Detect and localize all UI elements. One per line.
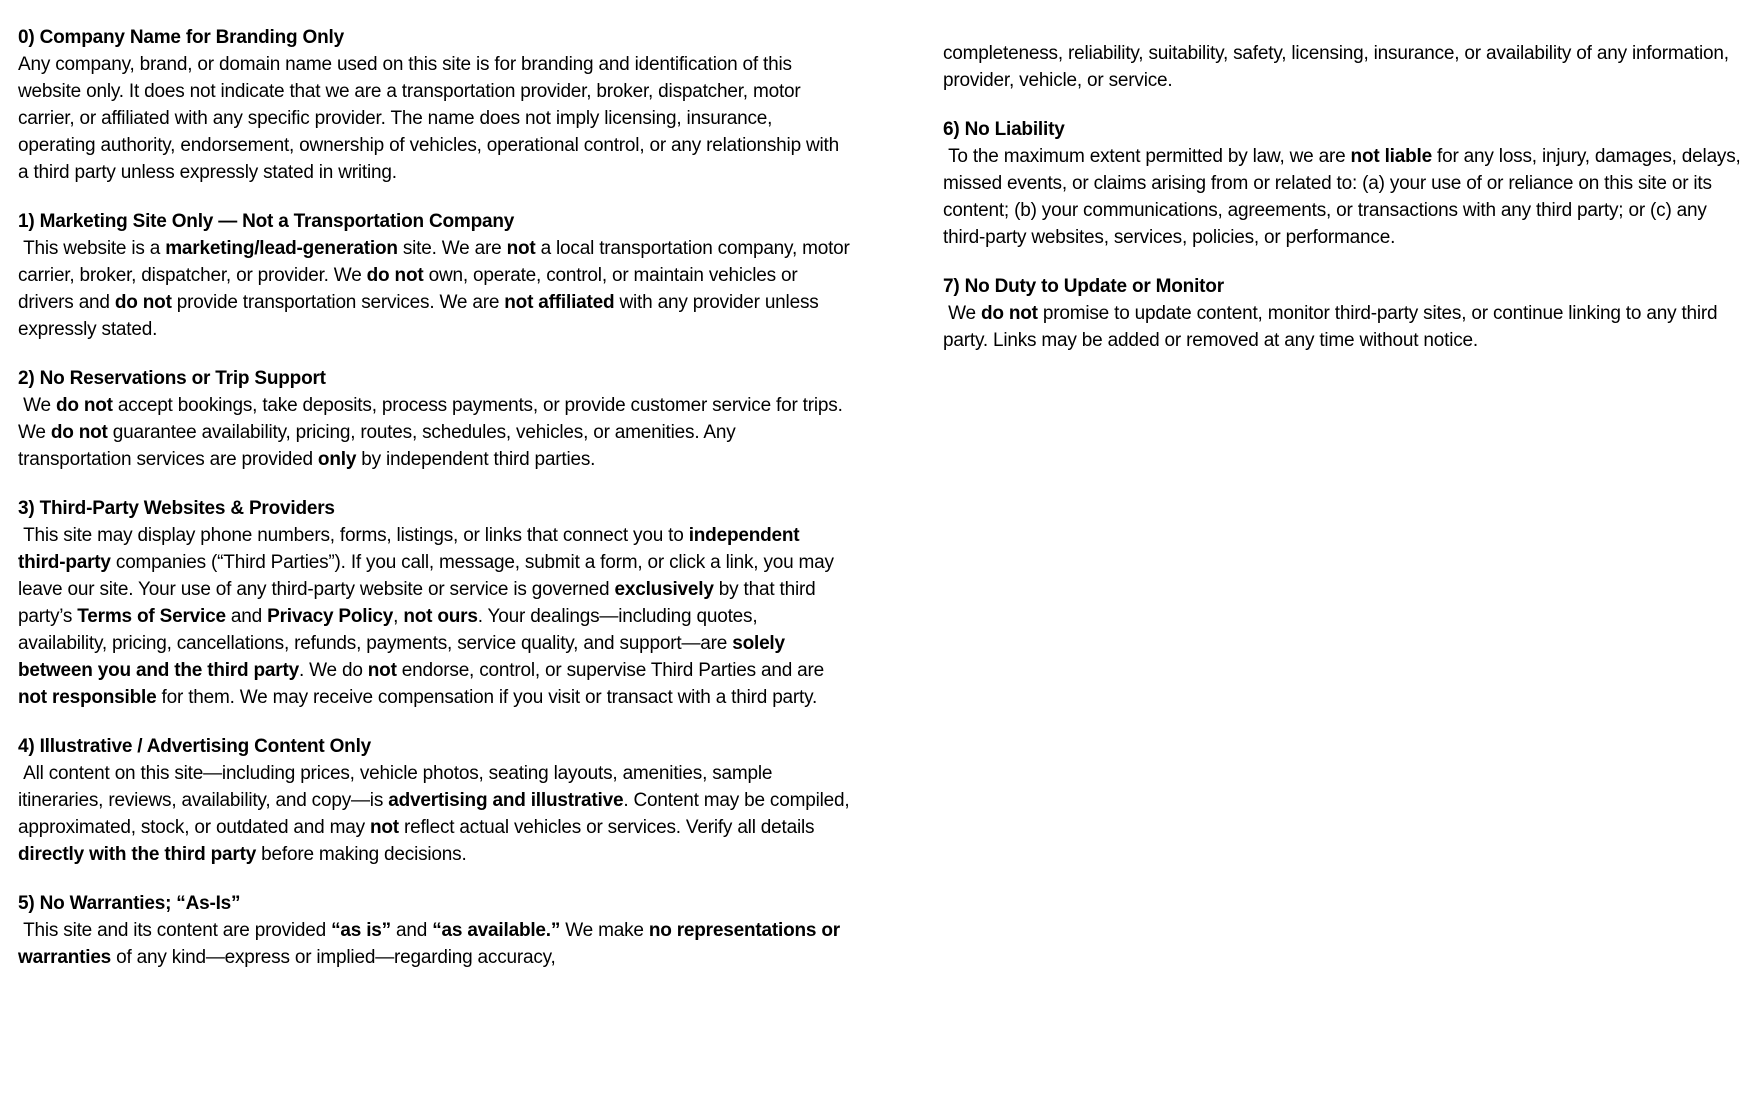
section-heading: 1) Marketing Site Only — Not a Transportation Company <box>18 211 515 232</box>
body-text: endorse, control, or supervise Third Parties and are <box>396 660 830 681</box>
bold-text: solely between you and the third party <box>18 633 790 681</box>
body-text: by that third party’s <box>18 579 821 627</box>
bold-text: independent third-party <box>18 525 805 573</box>
bold-text: directly with the third party <box>18 844 257 865</box>
body-text: All content on this site—including prices, vehicle photos, seating layouts, amenities, sample itineraries, reviews, availability, and copy—is <box>18 763 778 811</box>
disclaimer-section <box>943 273 1743 354</box>
section-body <box>18 51 851 186</box>
section-body <box>18 392 851 473</box>
disclaimer-section <box>18 890 851 971</box>
bold-text: not <box>506 238 536 259</box>
section-body <box>18 760 855 868</box>
body-text: . Your dealings—including quotes, availability, pricing, cancellations, refunds, payments, service quality, and support—are <box>18 606 763 654</box>
body-text: We <box>18 395 56 416</box>
section-body <box>18 235 855 343</box>
disclaimer-section <box>18 495 851 711</box>
bold-text: only <box>317 449 357 470</box>
bold-text: do not <box>50 422 108 443</box>
bold-text: do not <box>980 303 1038 324</box>
body-text: promise to update content, monitor third-party sites, or continue linking to any third party. Links may be added or removed at any time without notice. <box>943 303 1723 351</box>
section-body <box>943 143 1746 251</box>
disclaimer-section <box>943 40 1743 94</box>
bold-text: not affiliated <box>504 292 615 313</box>
bold-text: Privacy Policy <box>267 606 394 627</box>
body-text: with any provider unless expressly stated. <box>18 292 824 340</box>
left-column <box>18 24 855 993</box>
body-text: accept bookings, take deposits, process payments, or provide customer service for trips. We <box>18 395 848 443</box>
disclaimer-section <box>18 208 855 343</box>
bold-text: exclusively <box>614 579 714 600</box>
right-column <box>943 40 1746 376</box>
body-text: and <box>390 920 433 941</box>
section-body <box>943 300 1743 354</box>
bold-text: marketing/lead-generation <box>165 238 398 259</box>
body-text: To the maximum extent permitted by law, we are <box>943 146 1351 167</box>
body-text: companies (“Third Parties”). If you call, message, submit a form, or click a link, you may leave our site. Your use of any third-party website or service is governed <box>18 552 839 600</box>
bold-text: do not <box>114 292 172 313</box>
bold-text: not <box>367 660 397 681</box>
body-text: for any loss, injury, damages, delays, missed events, or claims arising from or related to: (a) your use of or reliance on this site or its content; (b) your communications, agreements, or transactions with any third party; or (c) any third-party websites, services, policies, or performance. <box>943 146 1746 248</box>
section-body <box>18 522 851 711</box>
body-text: reflect actual vehicles or services. Verify all details <box>398 817 820 838</box>
bold-text: do not <box>55 395 113 416</box>
section-heading: 5) No Warranties; “As-Is” <box>18 893 241 914</box>
body-text: This site and its content are provided <box>18 920 332 941</box>
body-text: before making decisions. <box>256 844 467 865</box>
body-text: by independent third parties. <box>356 449 596 470</box>
section-heading: 7) No Duty to Update or Monitor <box>943 276 1224 297</box>
section-heading: 0) Company Name for Branding Only <box>18 27 344 48</box>
section-heading: 4) Illustrative / Advertising Content Only <box>18 736 372 757</box>
section-body <box>18 917 851 971</box>
bold-text: “as is” <box>331 920 391 941</box>
body-text: own, operate, control, or maintain vehicles or drivers and <box>18 265 803 313</box>
body-text: We make <box>560 920 649 941</box>
bold-text: not liable <box>1350 146 1432 167</box>
body-text: This site may display phone numbers, forms, listings, or links that connect you to <box>18 525 689 546</box>
body-text: a local transportation company, motor carrier, broker, dispatcher, or provider. We <box>18 238 855 286</box>
bold-text: advertising and illustrative <box>388 790 624 811</box>
body-text: completeness, reliability, suitability, safety, licensing, insurance, or availability of any information, provider, vehicle, or service. <box>943 43 1734 91</box>
bold-text: not responsible <box>18 687 157 708</box>
bold-text: Terms of Service <box>77 606 226 627</box>
disclaimer-section <box>18 733 855 868</box>
body-text: Any company, brand, or domain name used on this site is for branding and identification of this website only. It does not indicate that we are a transportation provider, broker, dispatcher, motor carrier, or affiliated with any specific provider. The name does not imply licensing, insurance, operating authority, endorsement, ownership of vehicles, operational control, or any relationship with a third party unless expressly stated in writing. <box>18 54 845 183</box>
section-heading: 6) No Liability <box>943 119 1065 140</box>
body-text: for them. We may receive compensation if you visit or transact with a third party. <box>156 687 818 708</box>
body-text: . Content may be compiled, approximated, stock, or outdated and may <box>18 790 855 838</box>
bold-text: not <box>369 817 399 838</box>
body-text: This website is a <box>18 238 166 259</box>
bold-text: do not <box>366 265 424 286</box>
section-body <box>943 40 1743 94</box>
disclaimer-section <box>18 365 851 473</box>
body-text: site. We are <box>397 238 507 259</box>
body-text: . We do <box>298 660 368 681</box>
section-heading: 3) Third-Party Websites & Providers <box>18 498 335 519</box>
body-text: We <box>943 303 981 324</box>
body-text: of any kind—express or implied—regarding accuracy, <box>111 947 556 968</box>
section-heading: 2) No Reservations or Trip Support <box>18 368 326 389</box>
body-text: provide transportation services. We are <box>171 292 505 313</box>
disclaimer-section <box>943 116 1746 251</box>
body-text: guarantee availability, pricing, routes, schedules, vehicles, or amenities. Any transportation services are provided <box>18 422 741 470</box>
bold-text: no representations or warranties <box>18 920 846 968</box>
body-text: and <box>225 606 268 627</box>
bold-text: not ours <box>403 606 478 627</box>
bold-text: “as available.” <box>432 920 561 941</box>
disclaimer-section <box>18 24 851 186</box>
body-text: , <box>393 606 404 627</box>
